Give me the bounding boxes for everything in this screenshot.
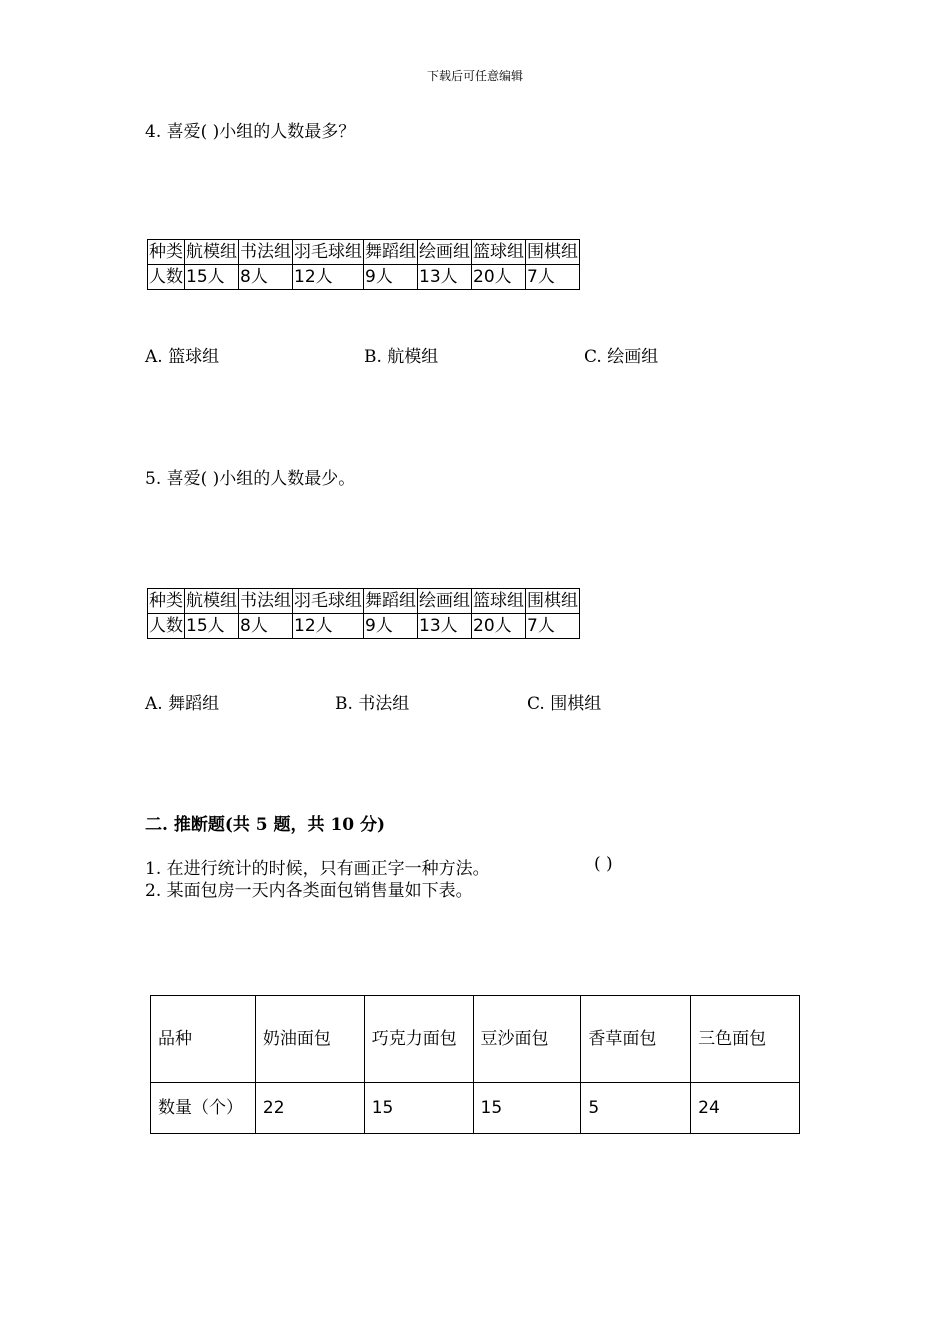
- group-table-q4: [147, 239, 580, 290]
- table-cell: 15: [364, 1083, 473, 1134]
- table-cell: 15人: [185, 265, 239, 290]
- table-cell: 篮球组: [472, 240, 526, 265]
- table-cell: 15人: [185, 614, 239, 639]
- q5-option-c[interactable]: C. 围棋组: [527, 694, 602, 714]
- table-cell: 奶油面包: [255, 996, 364, 1083]
- table-cell: 羽毛球组: [293, 589, 364, 614]
- table-cell: 7人: [526, 614, 580, 639]
- q5-option-a[interactable]: A. 舞蹈组: [145, 694, 220, 714]
- table-cell: 8人: [239, 614, 293, 639]
- table-cell: 人数: [148, 265, 185, 290]
- table-cell: 航模组: [185, 589, 239, 614]
- table-cell: 12人: [293, 265, 364, 290]
- table-cell: 24: [691, 1083, 800, 1134]
- question-4: 4. 喜爱( )小组的人数最多？: [145, 122, 356, 142]
- table-cell: 围棋组: [526, 589, 580, 614]
- table-cell: 书法组: [239, 240, 293, 265]
- table-row: [148, 265, 580, 290]
- table-cell: 20人: [472, 614, 526, 639]
- table-cell: 13人: [418, 614, 472, 639]
- section-2-title: 二. 推断题(共 5 题，共 10 分): [145, 815, 386, 835]
- q4-option-c[interactable]: C. 绘画组: [584, 347, 659, 367]
- q4-option-a[interactable]: A. 篮球组: [145, 347, 220, 367]
- page-header: 下载后可任意编辑: [426, 69, 523, 83]
- table-cell: 5: [581, 1083, 691, 1134]
- table-cell: 舞蹈组: [364, 240, 418, 265]
- table-cell: 巧克力面包: [364, 996, 473, 1083]
- table-cell: 9人: [364, 614, 418, 639]
- table-cell: 种类: [148, 589, 185, 614]
- table-row: [151, 1083, 800, 1134]
- table-cell: 篮球组: [472, 589, 526, 614]
- table-cell: 种类: [148, 240, 185, 265]
- table-cell: 12人: [293, 614, 364, 639]
- answer-bracket[interactable]: ( ): [594, 854, 613, 874]
- table-cell: 绘画组: [418, 589, 472, 614]
- question-5: 5. 喜爱( )小组的人数最少。: [145, 469, 356, 489]
- group-table-q5: [147, 588, 580, 639]
- table-cell: 22: [255, 1083, 364, 1134]
- table-cell: 书法组: [239, 589, 293, 614]
- table-cell: 舞蹈组: [364, 589, 418, 614]
- q4-option-b[interactable]: B. 航模组: [364, 347, 439, 367]
- table-cell: 羽毛球组: [293, 240, 364, 265]
- table-cell: 8人: [239, 265, 293, 290]
- table-cell: 品种: [151, 996, 256, 1083]
- table-cell: 9人: [364, 265, 418, 290]
- table-cell: 人数: [148, 614, 185, 639]
- table-cell: 15: [473, 1083, 581, 1134]
- bread-sales-table: [150, 995, 800, 1134]
- table-cell: 数量（个）: [151, 1083, 256, 1134]
- table-cell: 航模组: [185, 240, 239, 265]
- table-cell: 香草面包: [581, 996, 691, 1083]
- table-cell: 豆沙面包: [473, 996, 581, 1083]
- table-cell: 20人: [472, 265, 526, 290]
- table-cell: 7人: [526, 265, 580, 290]
- table-row: [148, 240, 580, 265]
- table-cell: 绘画组: [418, 240, 472, 265]
- table-row: [151, 996, 800, 1083]
- table-cell: 三色面包: [691, 996, 800, 1083]
- judgment-item-2: 2. 某面包房一天内各类面包销售量如下表。: [145, 881, 473, 901]
- table-row: [148, 614, 580, 639]
- q5-option-b[interactable]: B. 书法组: [335, 694, 410, 714]
- table-row: [148, 589, 580, 614]
- table-cell: 13人: [418, 265, 472, 290]
- table-cell: 围棋组: [526, 240, 580, 265]
- judgment-item-1: 1. 在进行统计的时候，只有画正字一种方法。: [145, 859, 490, 879]
